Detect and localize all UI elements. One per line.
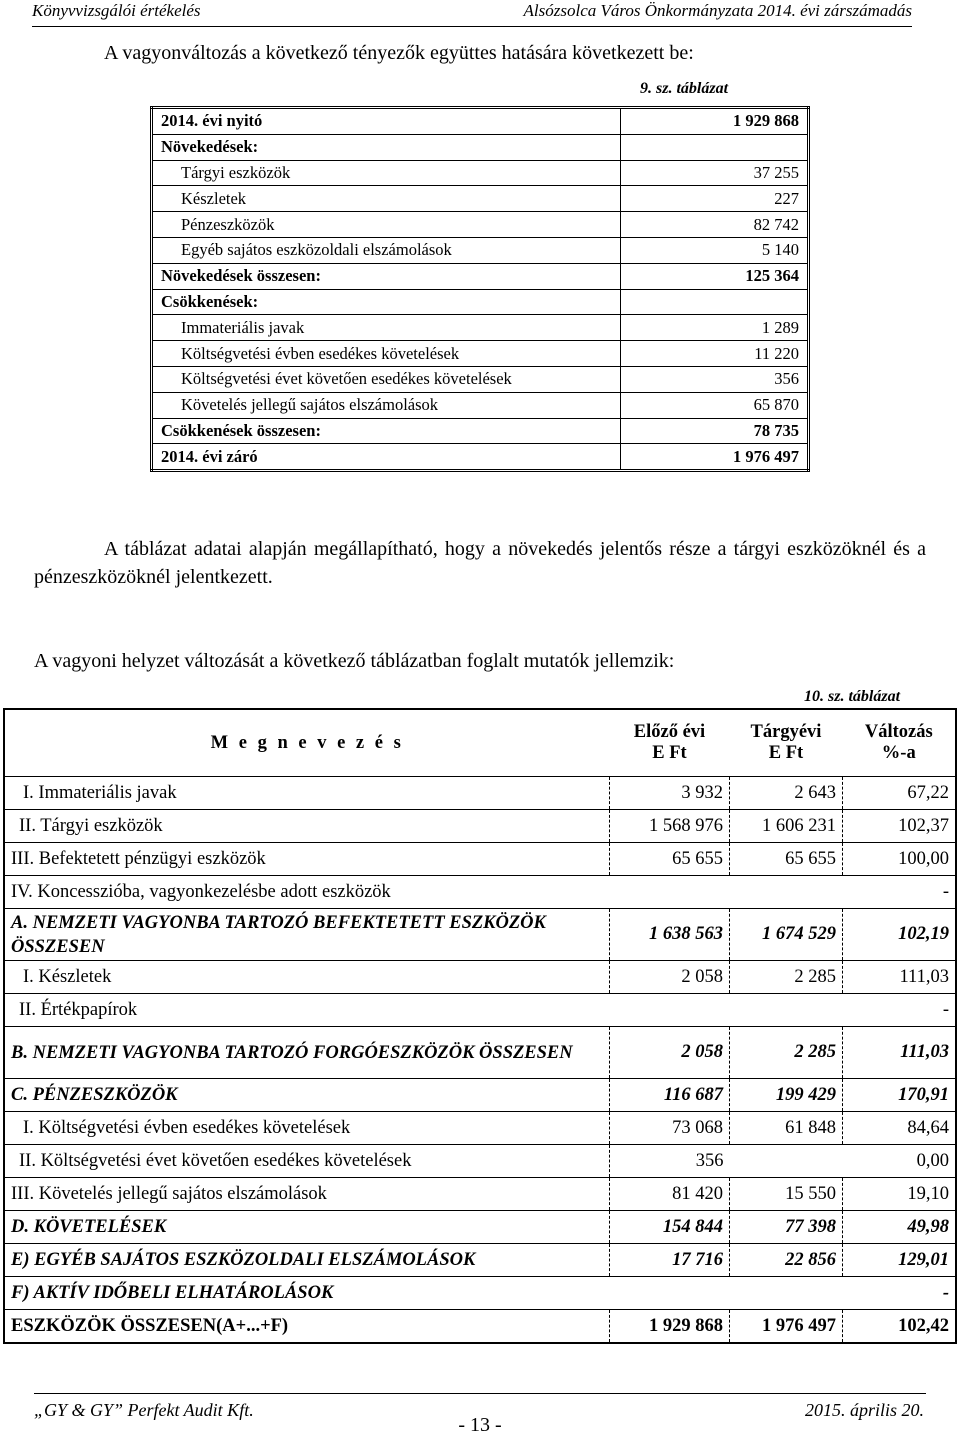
table-row (152, 237, 809, 263)
table-header-row (4, 709, 956, 777)
row-change: 102,37 (843, 810, 957, 843)
header-prev (610, 709, 730, 777)
header-name: M e g n e v e z é s (210, 732, 404, 753)
table-row (4, 1178, 956, 1211)
page-number: - 13 - (458, 1414, 502, 1436)
table-row (152, 212, 809, 238)
row-name: A. NEMZETI VAGYONBA TARTOZÓ BEFEKTETETT ESZKÖZÖK ÖSSZESEN (4, 909, 610, 961)
row-curr: 2 285 (730, 961, 843, 994)
row-name: III. Követelés jellegű sajátos elszámolások (4, 1178, 610, 1211)
table-row (152, 392, 809, 418)
row-label: Csökkenések összesen: (152, 418, 621, 444)
row-change: 19,10 (843, 1178, 957, 1211)
row-change: 100,00 (843, 843, 957, 876)
row-curr: 1 674 529 (730, 909, 843, 961)
table-row (152, 418, 809, 444)
row-value (621, 289, 809, 315)
table-row (4, 1277, 956, 1310)
row-value: 227 (621, 186, 809, 212)
table-row (152, 186, 809, 212)
row-change: 84,64 (843, 1112, 957, 1145)
row-prev: 65 655 (610, 843, 730, 876)
row-value (621, 134, 809, 160)
row-prev: 356 (610, 1145, 730, 1178)
row-value: 82 742 (621, 212, 809, 238)
header-left: Könyvvizsgálói értékelés (32, 1, 201, 20)
row-change: 111,03 (843, 1027, 957, 1079)
row-label: Pénzeszközök (152, 212, 621, 238)
table-9 (150, 106, 810, 472)
header-change-line2: %-a (881, 743, 916, 763)
row-prev (610, 876, 730, 909)
table-row (4, 777, 956, 810)
row-change: 49,98 (843, 1211, 957, 1244)
summary-paragraph: A táblázat adatai alapján megállapítható, hogy a növekedés jelentős része a tárgyi eszközöknél és a pénzeszközöknél jelentkezett. (34, 538, 926, 588)
row-name: II. Tárgyi eszközök (4, 810, 610, 843)
footer-date: 2015. április 20. (804, 1400, 924, 1420)
table10-label: 10. sz. táblázat (804, 688, 901, 705)
row-prev: 2 058 (610, 961, 730, 994)
row-label: Készletek (152, 186, 621, 212)
table-row (4, 1310, 956, 1344)
row-curr: 2 285 (730, 1027, 843, 1079)
row-value: 1 929 868 (621, 108, 809, 135)
table-10 (3, 708, 957, 1344)
row-curr (730, 994, 843, 1027)
row-name: I. Költségvetési évben esedékes követelések (4, 1112, 610, 1145)
header-change-line1: Változás (864, 722, 933, 742)
table-row (4, 909, 956, 961)
table-row (4, 1244, 956, 1277)
row-name: IV. Koncesszióba, vagyonkezelésbe adott eszközök (4, 876, 610, 909)
row-curr: 1 606 231 (730, 810, 843, 843)
row-name: III. Befektetett pénzügyi eszközök (4, 843, 610, 876)
row-label: Csökkenések: (152, 289, 621, 315)
row-value: 78 735 (621, 418, 809, 444)
header-curr (730, 709, 843, 777)
row-curr: 65 655 (730, 843, 843, 876)
row-curr (730, 1145, 843, 1178)
table-row (4, 843, 956, 876)
table-row (4, 1112, 956, 1145)
row-prev: 116 687 (610, 1079, 730, 1112)
table-row (152, 341, 809, 367)
table-row (152, 108, 809, 135)
row-prev: 154 844 (610, 1211, 730, 1244)
row-change: 67,22 (843, 777, 957, 810)
table-row (152, 315, 809, 341)
row-curr: 2 643 (730, 777, 843, 810)
table-row (152, 160, 809, 186)
row-label: Követelés jellegű sajátos elszámolások (152, 392, 621, 418)
row-value: 5 140 (621, 237, 809, 263)
row-change: 0,00 (843, 1145, 957, 1178)
row-prev: 1 638 563 (610, 909, 730, 961)
row-curr (730, 1277, 843, 1310)
table-row (4, 1027, 956, 1079)
row-name: ESZKÖZÖK ÖSSZESEN(A+...+F) (4, 1310, 610, 1344)
row-change: - (843, 994, 957, 1027)
row-change: - (843, 1277, 957, 1310)
table-row (152, 263, 809, 289)
row-label: Költségvetési évet követően esedékes követelések (152, 366, 621, 392)
row-value: 65 870 (621, 392, 809, 418)
row-prev: 81 420 (610, 1178, 730, 1211)
row-name: I. Immateriális javak (4, 777, 610, 810)
header-curr-line2: E Ft (768, 743, 804, 763)
row-change: 102,19 (843, 909, 957, 961)
header-prev-line2: E Ft (652, 743, 687, 763)
header-curr-line1: Tárgyévi (750, 722, 822, 742)
intro-table10: A vagyoni helyzet változását a következő táblázatban foglalt mutatók jellemzik: (34, 650, 675, 672)
row-curr: 199 429 (730, 1079, 843, 1112)
table9-label: 9. sz. táblázat (640, 80, 729, 97)
table-row (4, 1211, 956, 1244)
row-name: F) AKTÍV IDŐBELI ELHATÁROLÁSOK (4, 1277, 610, 1310)
table-row (152, 366, 809, 392)
row-curr: 22 856 (730, 1244, 843, 1277)
row-value: 1 289 (621, 315, 809, 341)
footer-company: „GY & GY” Perfekt Audit Kft. (34, 1400, 254, 1420)
row-name: C. PÉNZESZKÖZÖK (4, 1079, 610, 1112)
row-prev (610, 994, 730, 1027)
row-prev: 1 568 976 (610, 810, 730, 843)
intro-text: A vagyonváltozás a következő tényezők együttes hatására következett be: (104, 42, 694, 64)
row-curr: 77 398 (730, 1211, 843, 1244)
row-prev: 3 932 (610, 777, 730, 810)
row-value: 37 255 (621, 160, 809, 186)
row-prev: 2 058 (610, 1027, 730, 1079)
row-change: 102,42 (843, 1310, 957, 1344)
row-value: 1 976 497 (621, 444, 809, 471)
row-change: - (843, 876, 957, 909)
row-curr: 61 848 (730, 1112, 843, 1145)
table-row (4, 876, 956, 909)
page-header (32, 0, 912, 27)
row-change: 111,03 (843, 961, 957, 994)
row-name: II. Értékpapírok (4, 994, 610, 1027)
row-name: B. NEMZETI VAGYONBA TARTOZÓ FORGÓESZKÖZÖK ÖSSZESEN (4, 1027, 610, 1079)
row-prev: 17 716 (610, 1244, 730, 1277)
row-name: D. KÖVETELÉSEK (4, 1211, 610, 1244)
row-label: Növekedések: (152, 134, 621, 160)
row-name: II. Költségvetési évet követően esedékes követelések (4, 1145, 610, 1178)
row-curr (730, 876, 843, 909)
table-row (4, 1079, 956, 1112)
row-label: Növekedések összesen: (152, 263, 621, 289)
row-name: E) EGYÉB SAJÁTOS ESZKÖZOLDALI ELSZÁMOLÁSOK (4, 1244, 610, 1277)
table-row (4, 810, 956, 843)
row-label: Immateriális javak (152, 315, 621, 341)
row-value: 11 220 (621, 341, 809, 367)
row-label: Tárgyi eszközök (152, 160, 621, 186)
row-prev (610, 1277, 730, 1310)
footer-divider (34, 1393, 926, 1394)
table-row (4, 994, 956, 1027)
header-right: Alsózsolca Város Önkormányzata 2014. évi zárszámadás (523, 1, 912, 20)
table-row (4, 961, 956, 994)
row-change: 129,01 (843, 1244, 957, 1277)
table-row (152, 289, 809, 315)
table-row (152, 444, 809, 471)
row-prev: 1 929 868 (610, 1310, 730, 1344)
row-value: 125 364 (621, 263, 809, 289)
row-label: 2014. évi záró (152, 444, 621, 471)
row-value: 356 (621, 366, 809, 392)
row-change: 170,91 (843, 1079, 957, 1112)
table-row (152, 134, 809, 160)
header-prev-line1: Előző évi (633, 722, 706, 742)
row-label: Egyéb sajátos eszközoldali elszámolások (152, 237, 621, 263)
row-curr: 1 976 497 (730, 1310, 843, 1344)
row-name: I. Készletek (4, 961, 610, 994)
row-label: 2014. évi nyitó (152, 108, 621, 135)
row-label: Költségvetési évben esedékes követelések (152, 341, 621, 367)
table-row (4, 1145, 956, 1178)
row-curr: 15 550 (730, 1178, 843, 1211)
row-prev: 73 068 (610, 1112, 730, 1145)
header-change (843, 709, 957, 777)
